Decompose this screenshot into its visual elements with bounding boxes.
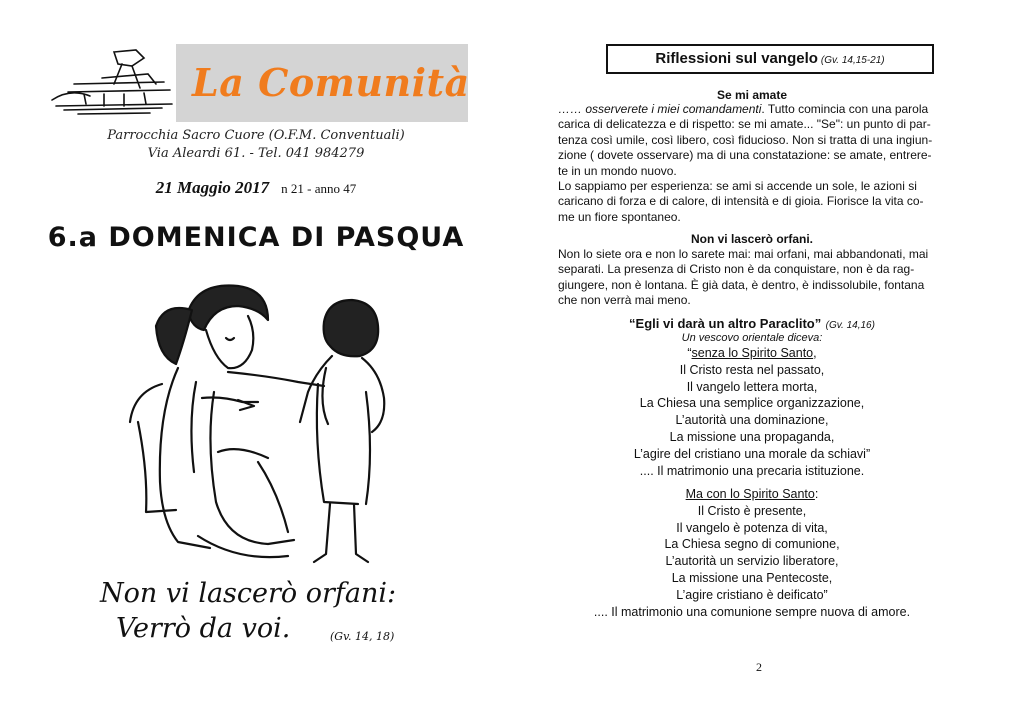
paragraph-line: Lo sappiamo per esperienza: se ami si accende un sole, le azioni si (558, 179, 917, 194)
cover-quote-reference: (Gv. 14, 18) (330, 630, 395, 643)
poem-colon: : (814, 487, 819, 501)
sunday-title: 6.a DOMENICA DI PASQUA (47, 222, 465, 253)
poem-with-spirit (558, 486, 946, 620)
paragraph-line: Non lo siete ora e non lo sarete mai: mai orfani, mai abbandonati, mai (558, 247, 929, 261)
parish-address: Via Aleardi 61. - Tel. 041 984279 (147, 146, 365, 161)
poem-line: La missione una propaganda, (669, 429, 835, 444)
poem-line: Il vangelo lettera morta, (686, 379, 818, 394)
paragraph-line: che non verrà mai meno. (558, 293, 691, 308)
page-number: 2 (756, 660, 762, 674)
poem-line: Il Cristo è presente, (697, 503, 807, 518)
poem-underlined-phrase: Ma con lo Spirito Santo (685, 487, 815, 501)
heading-non-vi-lascero: Non vi lascerò orfani. (690, 232, 814, 246)
poem-line: Il vangelo è potenza di vita, (676, 520, 828, 535)
cover-quote-line1: Non vi lascerò orfani: (100, 578, 397, 609)
poem-line: L’autorità una dominazione, (675, 413, 829, 428)
poem-line (558, 486, 946, 503)
section-header-reference: (Gv. 14,15-21) (820, 55, 885, 66)
paragraph-line: zione ( dovete osservare) ma di una constatazione: se amate, entrere- (558, 148, 932, 163)
poem-line: Il Cristo resta nel passato, (679, 362, 825, 377)
lead-rest: . Tutto comincia con una parola (761, 102, 929, 116)
paragraph-line: te in un mondo nuovo. (558, 163, 677, 178)
jesus-with-child-illustration (118, 272, 408, 572)
poem-open-quote: “ (687, 346, 692, 360)
paragraph-line: separati. La presenza di Cristo non è da conquistare, non è da rag- (558, 262, 915, 277)
poem-underlined-phrase: senza lo Spirito Santo (691, 346, 814, 360)
poem-line: .... Il matrimonio una precaria istituzione. (639, 463, 865, 478)
poem-line: .... Il matrimonio una comunione sempre nuova di amore. (593, 604, 911, 619)
paragraph-line (558, 102, 946, 117)
church-sketch-logo (44, 44, 176, 122)
heading-se-mi-amate: Se mi amate (716, 88, 788, 102)
section-header-title: Riflessioni sul vangelo (655, 50, 818, 67)
heading-paraclito (558, 315, 946, 333)
paragraph-line: tenza così umile, così libero, così fiducioso. Non si tratta di una ingiun- (558, 132, 933, 147)
lead-italic: …… osserverete i miei comandamenti (558, 102, 762, 116)
paragraph-se-mi-amate (558, 102, 946, 225)
poem-line: L’agire cristiano è deificato” (676, 587, 828, 602)
poem-line: La Chiesa una semplice organizzazione, (639, 396, 865, 411)
poem-without-spirit (558, 345, 946, 479)
poem-comma: , (813, 346, 817, 360)
poem-line: L’agire del cristiano una morale da schiavi” (633, 446, 871, 461)
issue-date: 21 Maggio 2017 (155, 178, 270, 197)
poem-line (558, 345, 946, 362)
issue-number: n 21 - anno 47 (281, 181, 357, 196)
paragraph-line: me un fiore spontaneo. (558, 209, 681, 224)
paragraph-line: caricano di forza e di calore, di intensità e di gioia. Fiorisce la vita co- (558, 194, 924, 209)
paragraph-line: giungere, non è lontana. È già data, è dentro, è indissolubile, fontana (558, 277, 925, 292)
newsletter-title: La Comunità (192, 60, 470, 105)
paragraph-line: carica di delicatezza e di rispetto: se mi amate... "Se": un punto di par- (558, 117, 931, 132)
paraclito-title: “Egli vi darà un altro Paraclito” (629, 316, 822, 331)
paraclito-reference: (Gv. 14,16) (825, 320, 875, 331)
parish-name: Parrocchia Sacro Cuore (O.F.M. Conventuali) (107, 128, 405, 143)
paragraph-non-vi-lascero (558, 247, 946, 309)
cover-quote-line2: Verrò da voi. (116, 613, 291, 644)
issue-line (44, 178, 468, 198)
section-header-box (606, 44, 934, 74)
paraclito-intro: Un vescovo orientale diceva: (681, 332, 823, 344)
poem-line: La Chiesa segno di comunione, (664, 537, 840, 552)
poem-line: L’autorità un servizio liberatore, (665, 554, 839, 569)
poem-line: La missione una Pentecoste, (671, 570, 833, 585)
